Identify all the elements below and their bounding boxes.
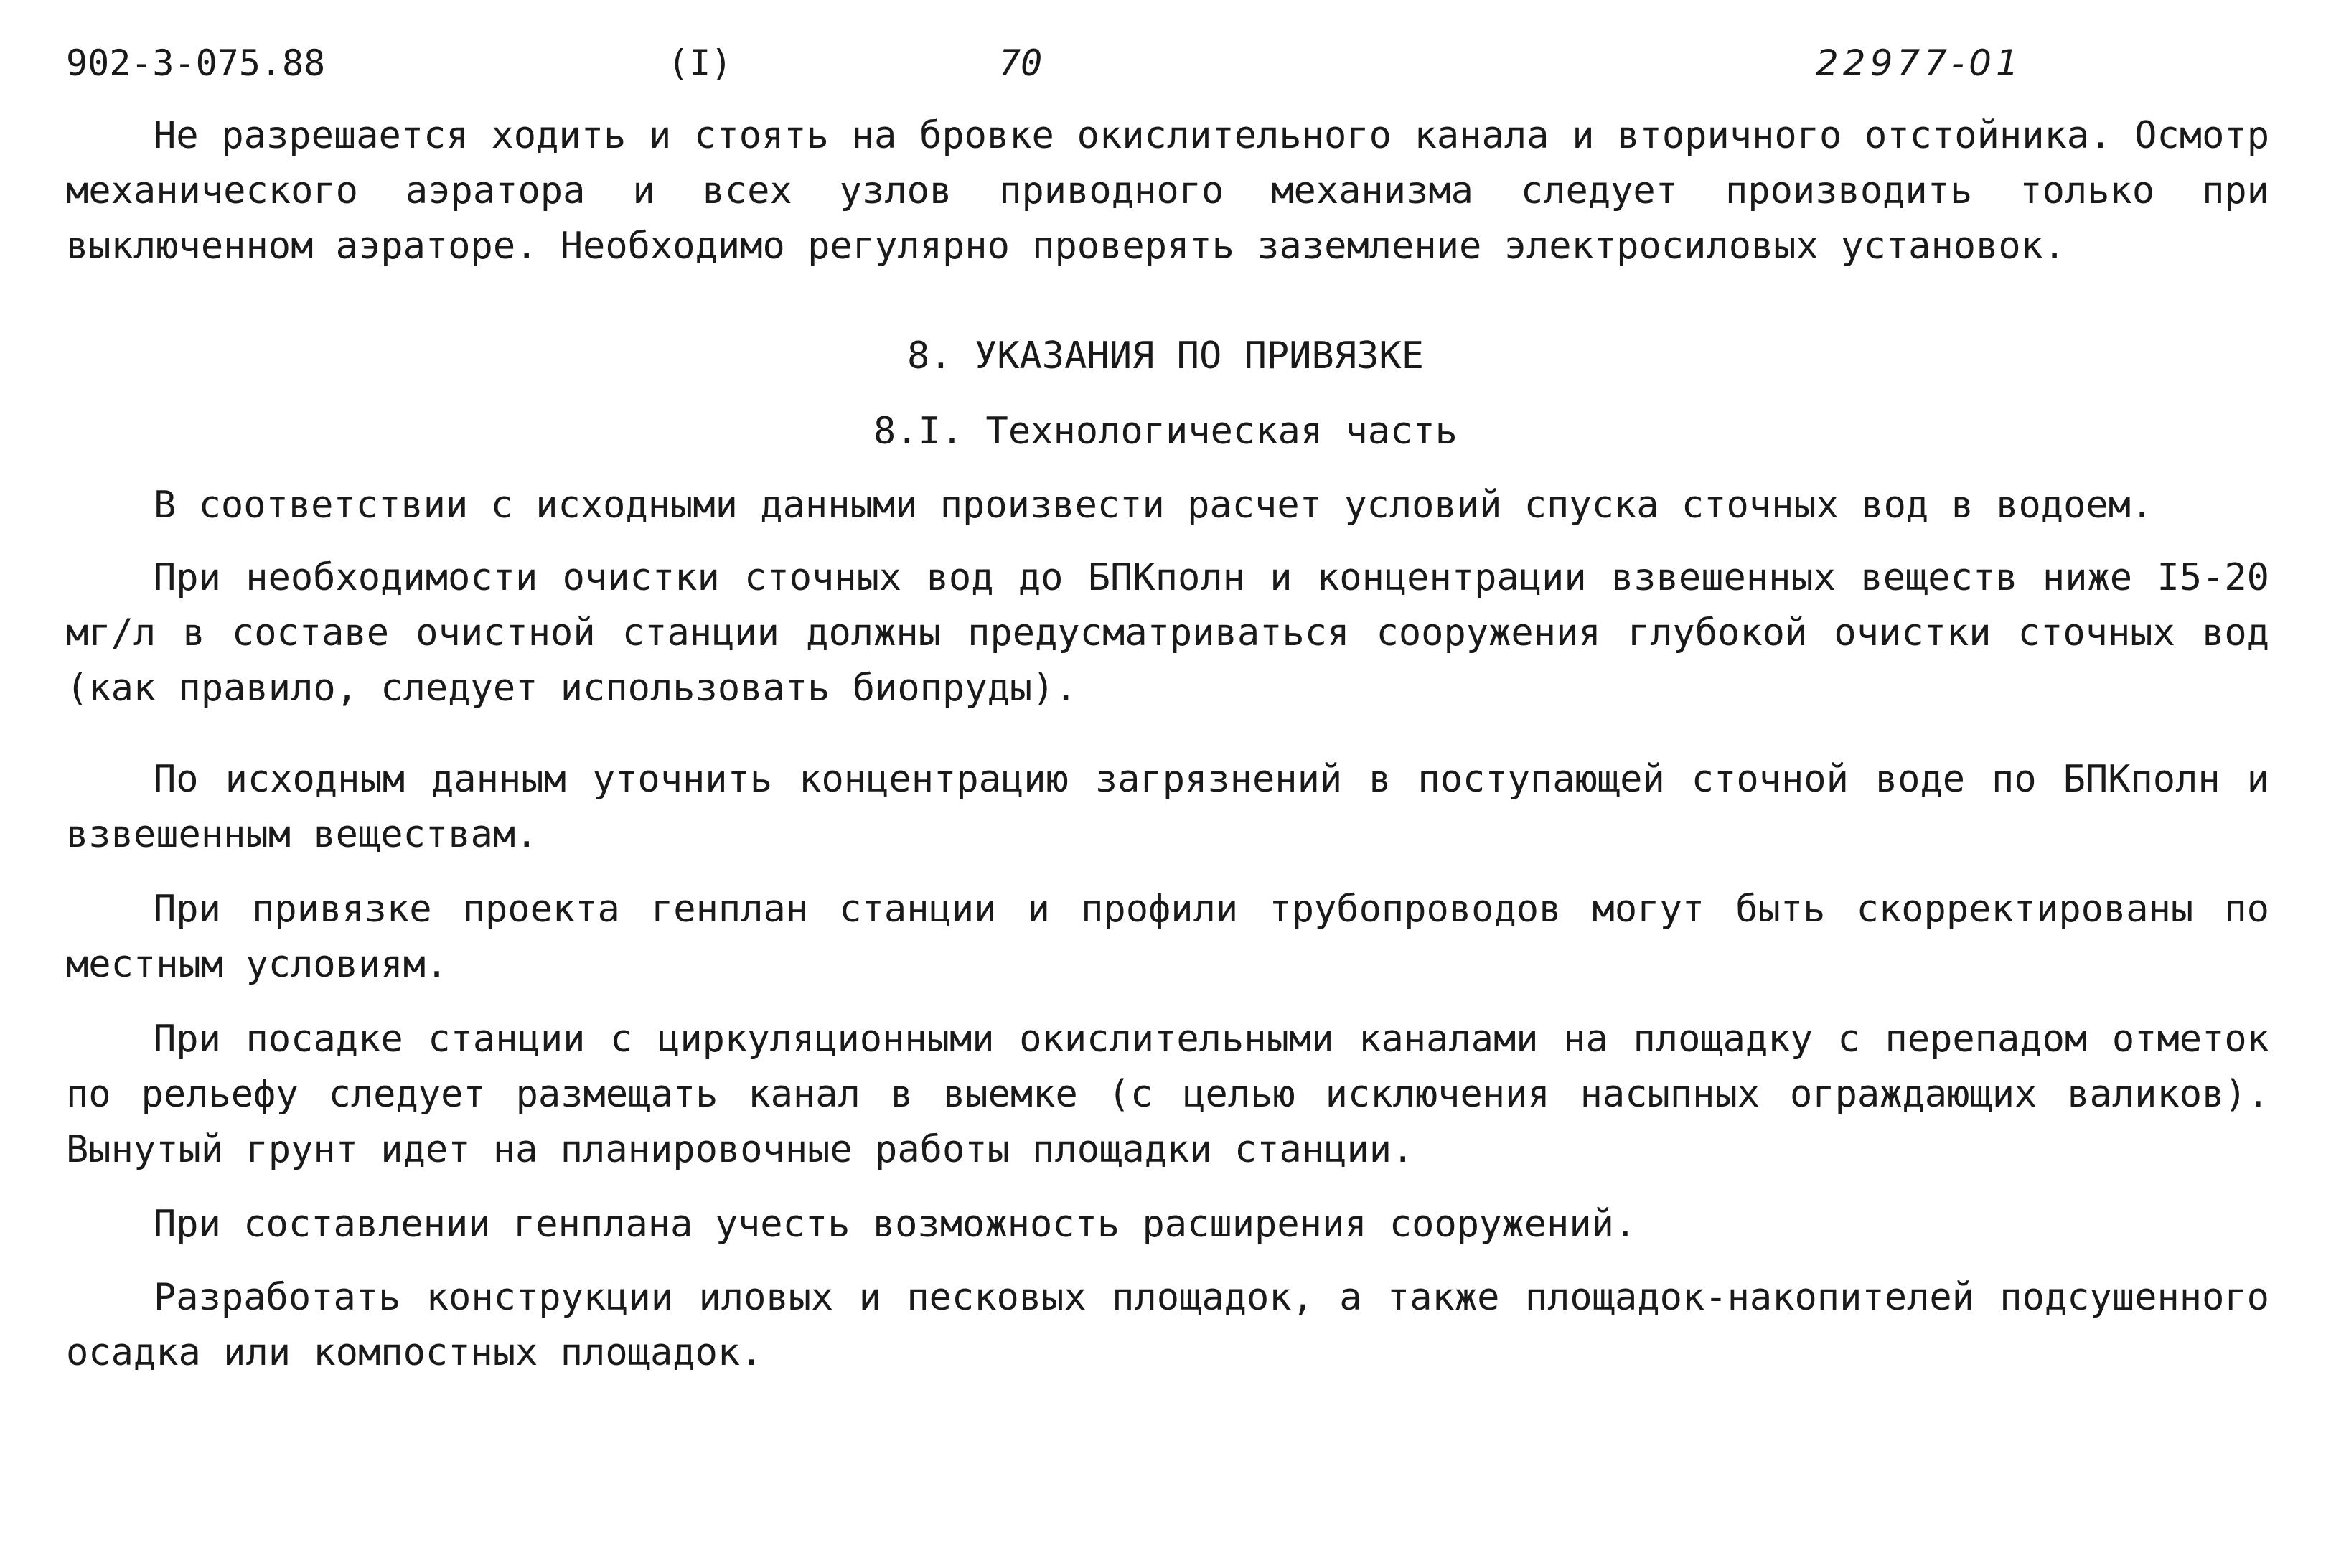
paragraph-platforms: Разработать конструкции иловых и песковых площадок, а также площадок-накопителей подсушенного осадка или компостных площадок.	[66, 1276, 2269, 1374]
paragraph-genplan: При привязке проекта генплан станции и профили трубопроводов могут быть скорректированы по местным условиям.	[66, 888, 2269, 986]
concentration-paragraph-block	[66, 752, 2269, 863]
terrain-paragraph-block	[66, 1012, 2269, 1178]
section-heading: 8. УКАЗАНИЯ ПО ПРИВЯЗКЕ	[906, 334, 1425, 377]
paragraph-deep-treatment: При необходимости очистки сточных вод до БПКполн и концентрации взвешенных веществ ниже I5-20 мг/л в составе очистной станции должны предусматриваться сооружения глубокой очистки сточных вод (как правило, следует использовать биопруды).	[66, 556, 2269, 710]
paragraph-discharge: В соответствии с исходными данными произвести расчет условий спуска сточных вод в водоем.	[154, 484, 2154, 527]
safety-paragraph-block	[66, 108, 2269, 274]
expansion-paragraph-block	[66, 1197, 2269, 1252]
genplan-paragraph-block	[66, 882, 2269, 992]
paragraph-expansion: При составлении генплана учесть возможность расширения сооружений.	[154, 1203, 1637, 1246]
subsection-heading: 8.I. Технологическая часть	[873, 410, 1458, 453]
document-code: 902-3-075.88	[66, 42, 326, 84]
platforms-paragraph-block	[66, 1270, 2269, 1381]
paragraph-terrain: При посадке станции с циркуляционными окислительными каналами на площадку с перепадом отметок по рельефу следует размещать канал в выемке (с целью исключения насыпных ограждающих валиков). Вынутый грунт идет на планировочные работы площадки станции.	[66, 1018, 2269, 1171]
discharge-paragraph-block	[66, 478, 2269, 533]
paragraph-concentration: По исходным данным уточнить концентрацию загрязнений в поступающей сточной воде по БПКполн и взвешенным веществам.	[66, 758, 2269, 856]
part-number: (I)	[667, 42, 733, 84]
page-number: 70	[999, 42, 1043, 84]
paragraph-safety: Не разрешается ходить и стоять на бровке окислительного канала и вторичного отстойника. Осмотр механического аэратора и всех узлов приводного механизма следует производить только при выключенном аэраторе. Необходимо регулярно проверять заземление электросиловых установок.	[66, 114, 2269, 268]
sheet-code: 22977-01	[1816, 42, 2023, 84]
treatment-paragraph-block	[66, 550, 2269, 716]
